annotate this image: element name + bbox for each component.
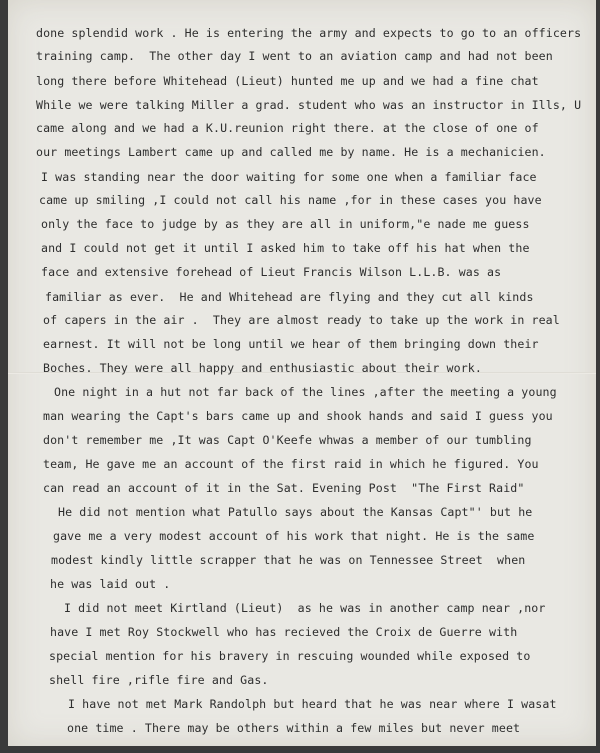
text-line: earnest. It will not be long until we hear of them bringing down their <box>43 337 539 351</box>
text-line: and I could not get it until I asked him to take off his hat when the <box>41 241 530 255</box>
text-line: came up smiling ,I could not call his name ,for in these cases you have <box>39 193 542 207</box>
text-line: I did not meet Kirtland (Lieut) as he was in another camp near ,nor <box>64 601 546 615</box>
text-line: modest kindly little scrapper that he was on Tennessee Street when <box>51 553 526 567</box>
text-line: face and extensive forehead of Lieut Francis Wilson L.L.B. was as <box>41 265 502 279</box>
text-line: done splendid work . He is entering the army and expects to go to an officers <box>36 26 582 40</box>
text-line: Boches. They were all happy and enthusiastic about their work. <box>43 361 482 375</box>
text-line: only the face to judge by as they are all in uniform,"e nade me guess <box>41 217 530 231</box>
text-line: familiar as ever. He and Whitehead are flying and they cut all kinds <box>45 290 534 304</box>
text-line: special mention for his bravery in rescuing wounded while exposed to <box>49 649 531 663</box>
text-line: he was laid out . <box>50 577 171 591</box>
text-line: One night in a hut not far back of the lines ,after the meeting a young <box>54 385 557 399</box>
typed-letter-page <box>8 0 596 746</box>
text-line: man wearing the Capt's bars came up and shook hands and said I guess you <box>43 409 553 423</box>
text-line: team, He gave me an account of the first raid in which he figured. You <box>43 457 539 471</box>
text-line: long there before Whitehead (Lieut) hunted me up and we had a fine chat <box>36 74 539 88</box>
text-line: shell fire ,rifle fire and Gas. <box>49 673 269 687</box>
text-line: I was standing near the door waiting for some one when a familiar face <box>41 170 537 184</box>
text-line: have I met Roy Stockwell who has recieved the Croix de Guerre with <box>50 625 518 639</box>
text-line: I have not met Mark Randolph but heard that he was near where I wasat <box>68 697 557 711</box>
text-line: gave me a very modest account of his work that night. He is the same <box>53 529 535 543</box>
text-line: don't remember me ,It was Capt O'Keefe whwas a member of our tumbling <box>43 433 532 447</box>
text-line: training camp. The other day I went to an aviation camp and had not been <box>36 49 553 63</box>
text-line: one time . There may be others within a few miles but never meet <box>67 721 521 735</box>
text-line: While we were talking Miller a grad. student who was an instructor in Ills, U <box>36 98 582 112</box>
text-line: our meetings Lambert came up and called me by name. He is a mechanicien. <box>36 145 546 159</box>
text-line: came along and we had a K.U.reunion right there. at the close of one of <box>36 121 539 135</box>
text-line: of capers in the air . They are almost ready to take up the work in real <box>43 313 560 327</box>
text-line: He did not mention what Patullo says about the Kansas Capt"' but he <box>58 505 533 519</box>
text-line: can read an account of it in the Sat. Evening Post "The First Raid" <box>43 481 525 495</box>
